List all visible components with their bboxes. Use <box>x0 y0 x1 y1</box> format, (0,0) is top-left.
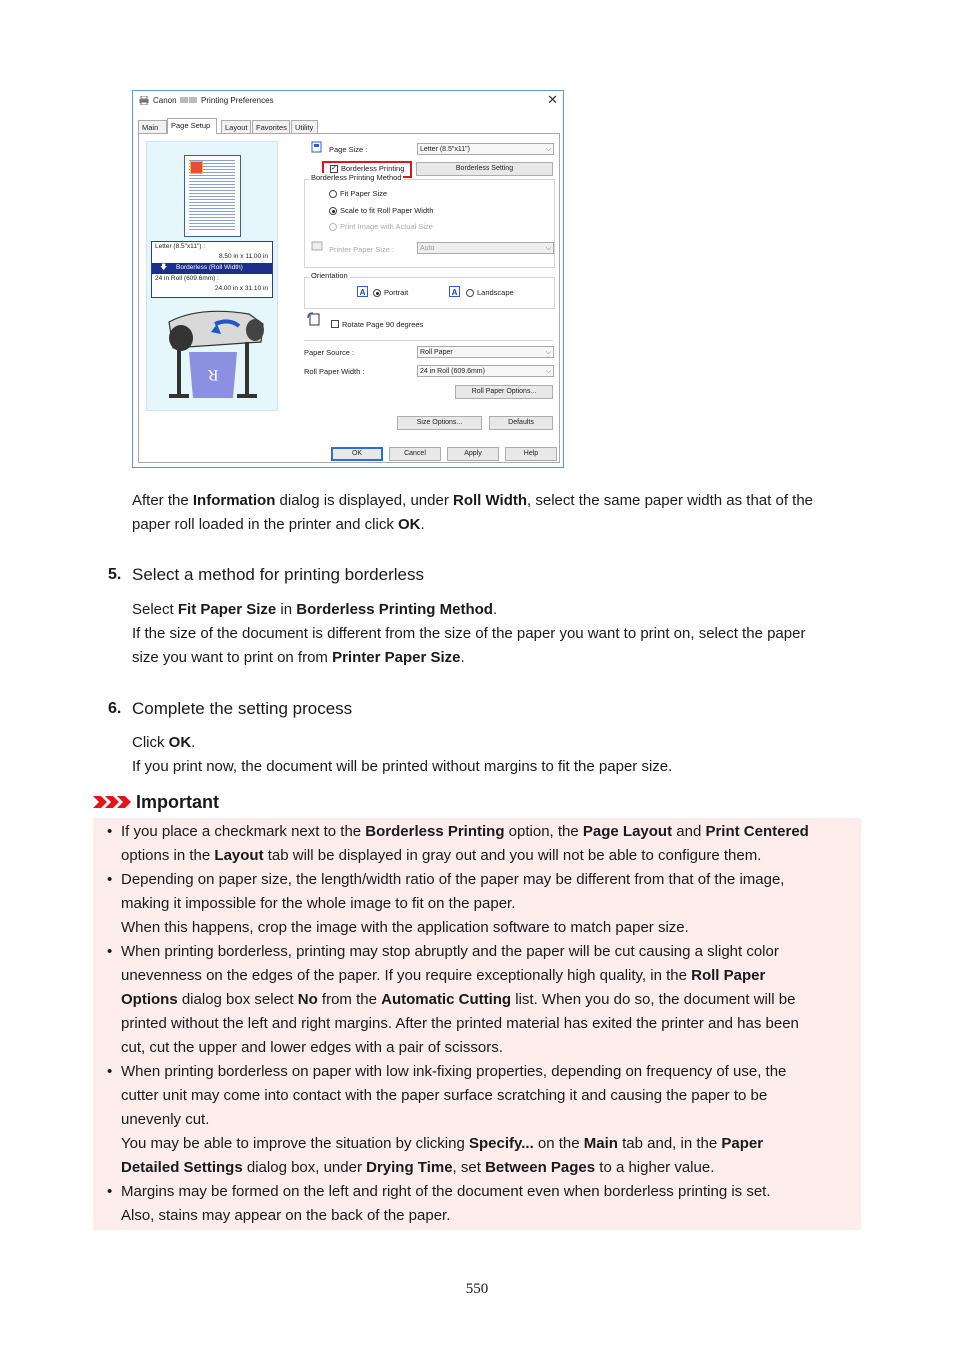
bullet-marker: • <box>107 1183 113 1200</box>
orientation-title: Orientation <box>311 271 348 280</box>
intro-line-1: After the Information dialog is displayed, under Roll Width, select the same paper width as that of the <box>132 492 814 509</box>
fit-paper-size-radio[interactable] <box>329 190 337 198</box>
printer-icon <box>139 96 149 105</box>
step-6-number: 6. <box>108 700 122 717</box>
bullet-marker: • <box>107 943 113 960</box>
page-image-thumbnail <box>190 161 203 174</box>
printer-paper-size-label: Printer Paper Size : <box>329 245 395 254</box>
step-5-line-1: Select Fit Paper Size in Borderless Printing Method. <box>132 601 498 618</box>
step-6-title: Complete the setting process <box>132 699 353 718</box>
dialog-title-prefix: Canon <box>153 96 177 105</box>
separator <box>304 340 553 341</box>
cancel-button[interactable]: Cancel <box>389 447 441 461</box>
page-size-value: Letter (8.5"x11") <box>420 146 470 153</box>
list-item: • If you place a checkmark next to the Borderless Printing option, the Page Layout and Print Centered options in the Layout tab will be displayed in gray out and you will not be able to configure them. <box>93 820 861 868</box>
apply-button[interactable]: Apply <box>447 447 499 461</box>
important-list <box>93 820 861 1228</box>
important-box <box>93 818 861 1230</box>
page-preview <box>184 155 241 237</box>
defaults-button[interactable]: Defaults <box>489 416 553 430</box>
dialog-title <box>153 96 274 105</box>
list-item: • When printing borderless on paper with low ink-fixing properties, depending on frequency of use, the cutter unit may come into contact with the paper surface scratching it and causing the paper to be unevenly cut. You may be able to improve the situation by clicking Specify... on the Main tab and, in the Paper Detailed Settings dialog box, under Drying Time, set Between Pages to a higher value. <box>93 1060 861 1180</box>
printer-paper-size-icon <box>311 240 323 252</box>
intro-paragraph <box>132 489 862 537</box>
borderless-printing-label: Borderless Printing <box>341 164 405 173</box>
rotate-page-checkbox[interactable] <box>331 320 339 328</box>
bullet-marker: • <box>107 823 113 840</box>
borderless-setting-button[interactable]: Borderless Setting <box>416 162 553 176</box>
actual-size-radio[interactable] <box>329 223 337 231</box>
help-button[interactable]: Help <box>505 447 557 461</box>
step-5-body <box>132 598 862 670</box>
printer-model-redacted <box>180 97 188 103</box>
list-item: • Margins may be formed on the left and right of the document even when borderless printing is set. Also, stains may appear on the back of the paper. <box>93 1180 861 1228</box>
info-line-4: 24 in Roll (609.6mm) : <box>155 275 219 282</box>
chevron-down-icon: ⌵ <box>545 349 551 356</box>
important-arrows-icon <box>93 794 133 815</box>
info-line-3: Borderless (Roll Width) <box>176 264 243 271</box>
paper-source-combo[interactable] <box>417 346 554 358</box>
printer-paper-size-value: Auto <box>420 245 435 252</box>
step-5-title: Select a method for printing borderless <box>132 565 424 584</box>
printer-paper-size-combo[interactable] <box>417 242 554 254</box>
scale-to-fit-radio[interactable] <box>329 207 337 215</box>
tab-layout[interactable]: Layout <box>221 120 251 133</box>
tab-page-setup[interactable]: Page Setup <box>167 118 217 134</box>
list-item: • When printing borderless, printing may stop abruptly and the paper will be cut causing a slight color unevenness on the edges of the paper. If you require exceptionally high quality, in the Roll Paper Options dialog box select No from the Automatic Cutting list. When you do so, the document will be printed without the left and right margins. After the printed material has exited the printer and has been cut, cut the upper and lower edges with a pair of scissors. <box>93 940 861 1060</box>
step-5-number: 5. <box>108 566 122 583</box>
preview-area <box>146 141 278 411</box>
scale-to-fit-label: Scale to fit Roll Paper Width <box>340 206 434 215</box>
step-6-line-1: Click OK. <box>132 734 196 751</box>
paper-info-box <box>151 241 273 298</box>
landscape-icon: A <box>449 286 460 297</box>
orientation-group <box>304 277 555 309</box>
page-setup-panel <box>138 133 560 463</box>
large-format-printer-illustration <box>159 302 271 407</box>
rotate-page-label: Rotate Page 90 degrees <box>342 320 424 329</box>
paper-source-value: Roll Paper <box>420 349 453 356</box>
step-5-line-3: size you want to print on from Printer Paper Size. <box>132 649 465 666</box>
roll-paper-options-button[interactable]: Roll Paper Options... <box>455 385 553 399</box>
portrait-radio[interactable] <box>373 289 381 297</box>
roll-width-value: 24 in Roll (609.6mm) <box>420 368 485 375</box>
bullet-marker: • <box>107 1063 113 1080</box>
ok-button[interactable]: OK <box>331 447 383 461</box>
info-line-2: 8.50 in x 11.00 in <box>218 253 268 260</box>
step-6-line-2: If you print now, the document will be printed without margins to fit the paper size. <box>132 758 673 775</box>
size-options-button[interactable]: Size Options... <box>397 416 482 430</box>
landscape-radio[interactable] <box>466 289 474 297</box>
info-line-1: Letter (8.5"x11") : <box>155 243 206 250</box>
page-size-label: Page Size : <box>329 145 368 154</box>
page-number: 550 <box>465 1281 489 1297</box>
intro-line-2: paper roll loaded in the printer and click OK. <box>132 516 425 533</box>
step-5-line-2: If the size of the document is different from the size of the paper you want to print on, select the paper <box>132 625 806 642</box>
borderless-printing-checkbox[interactable]: ✓ <box>331 165 337 172</box>
portrait-label: Portrait <box>384 288 409 297</box>
fit-paper-size-label: Fit Paper Size <box>340 189 388 198</box>
chevron-down-icon: ⌵ <box>545 245 551 252</box>
landscape-label: Landscape <box>477 288 514 297</box>
page-size-combo[interactable] <box>417 143 554 155</box>
svg-text:R: R <box>207 366 219 383</box>
printer-model-redacted <box>189 97 197 103</box>
bullet-marker: • <box>107 871 113 888</box>
tab-favorites[interactable]: Favorites <box>252 120 290 133</box>
paper-source-label: Paper Source : <box>304 348 355 357</box>
info-line-5: 24.00 in x 31.10 in <box>214 285 268 292</box>
close-icon[interactable]: ✕ <box>547 92 558 107</box>
borderless-method-title: Borderless Printing Method <box>311 173 402 182</box>
chevron-down-icon: ⌵ <box>545 146 551 153</box>
important-title: Important <box>136 792 219 812</box>
list-item: • Depending on paper size, the length/width ratio of the paper may be different from that of the image, making it impossible for the whole image to fit on the paper. When this happens, crop the image with the application software to match paper size. <box>93 868 861 940</box>
chevron-down-icon: ⌵ <box>545 368 551 375</box>
rotate-page-icon <box>307 312 321 326</box>
actual-size-label: Print Image with Actual Size <box>340 222 433 231</box>
down-arrow-icon: 🡇 <box>160 264 168 271</box>
info-selected-row <box>152 263 272 274</box>
tab-utility[interactable]: Utility <box>291 120 318 133</box>
roll-width-combo[interactable] <box>417 365 554 377</box>
printing-preferences-dialog <box>132 90 564 468</box>
roll-width-label: Roll Paper Width : <box>304 367 365 376</box>
page-size-icon <box>311 141 323 153</box>
portrait-icon: A <box>357 286 368 297</box>
step-6-body <box>132 731 862 779</box>
tab-main[interactable]: Main <box>138 120 167 133</box>
dialog-title-suffix: Printing Preferences <box>201 96 274 105</box>
